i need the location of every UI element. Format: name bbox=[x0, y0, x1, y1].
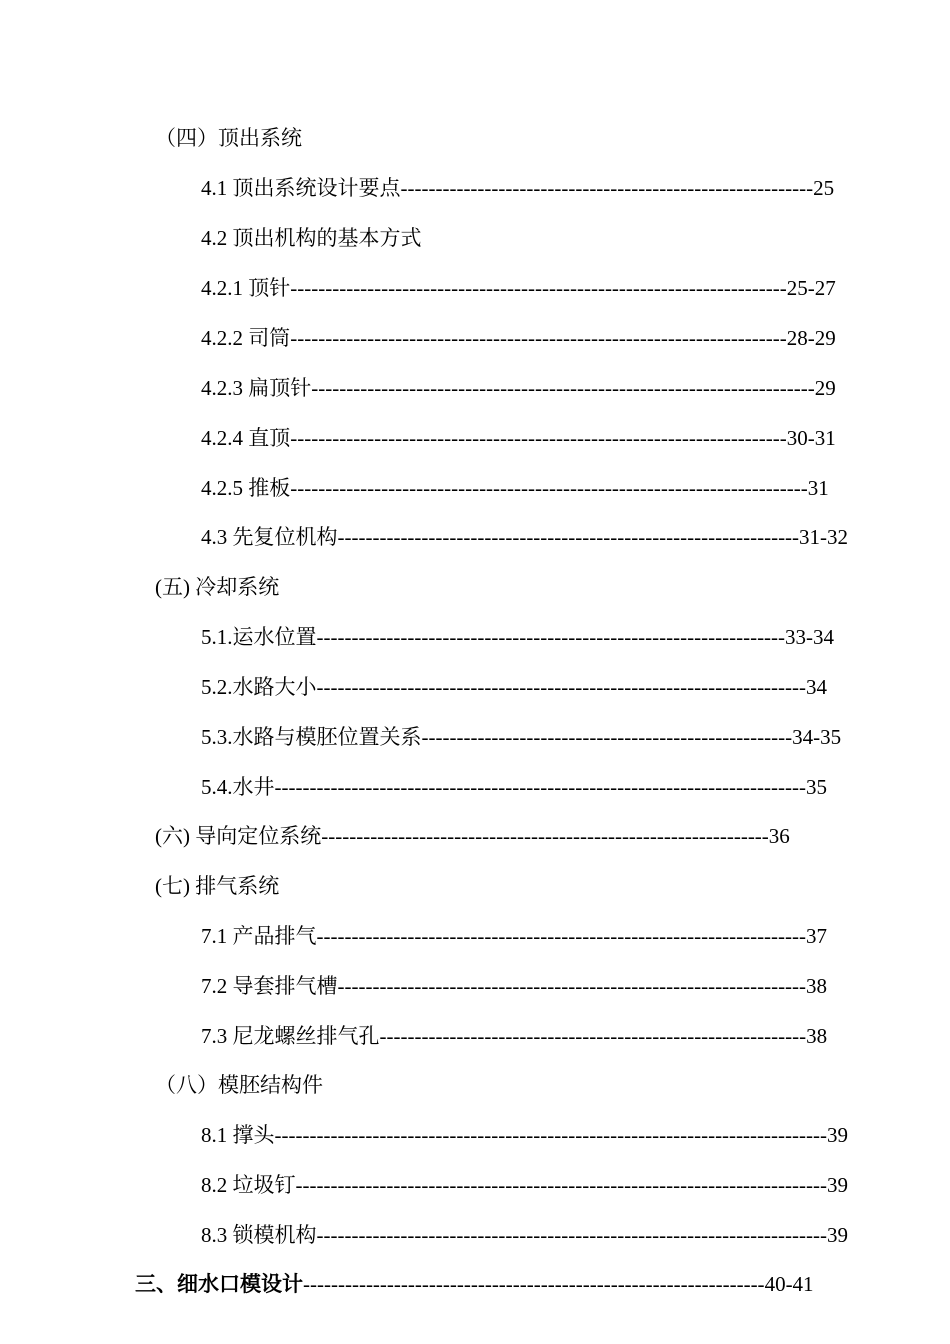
toc-heading-4: （四）顶出系统 bbox=[155, 126, 302, 150]
toc-entry-8-1: 8.1 撑头-------------------------------------------------------------------------------39 bbox=[201, 1123, 848, 1147]
toc-entry-7-2: 7.2 导套排气槽-------------------------------------------------------------------38 bbox=[201, 974, 828, 998]
toc-heading-5: (五) 冷却系统 bbox=[155, 575, 280, 599]
toc-heading-7: (七) 排气系统 bbox=[155, 874, 280, 898]
toc-entry-8-2: 8.2 垃圾钉----------------------------------------------------------------------------39 bbox=[201, 1173, 848, 1197]
toc-entry-5-4: 5.4.水井----------------------------------------------------------------------------35 bbox=[201, 775, 827, 799]
toc-major-entry-3 bbox=[135, 1271, 814, 1297]
toc-heading-8: （八）模胚结构件 bbox=[155, 1073, 323, 1097]
toc-entry-8-3: 8.3 锁模机构-------------------------------------------------------------------------39 bbox=[201, 1223, 849, 1247]
toc-entry-7-1: 7.1 产品排气----------------------------------------------------------------------37 bbox=[201, 924, 828, 948]
toc-entry-4-2-4: 4.2.4 直顶-----------------------------------------------------------------------30-31 bbox=[201, 426, 836, 450]
toc-entry-4-2-5: 4.2.5 推板--------------------------------------------------------------------------31 bbox=[201, 476, 829, 500]
toc-entry-5-1: 5.1.运水位置-------------------------------------------------------------------33-34 bbox=[201, 625, 835, 649]
toc-heading-6: (六) 导向定位系统----------------------------------------------------------------36 bbox=[155, 824, 790, 848]
toc-major-leader: ------------------------------------------------------------------ bbox=[303, 1272, 765, 1296]
toc-entry-4-2: 4.2 顶出机构的基本方式 bbox=[201, 226, 422, 250]
toc-entry-4-2-1: 4.2.1 顶针-----------------------------------------------------------------------25-27 bbox=[201, 276, 836, 300]
toc-entry-4-2-2: 4.2.2 司筒-----------------------------------------------------------------------28-29 bbox=[201, 326, 836, 350]
toc-entry-5-3: 5.3.水路与模胚位置关系-----------------------------------------------------34-35 bbox=[201, 725, 842, 749]
toc-entry-4-2-3: 4.2.3 扁顶针------------------------------------------------------------------------29 bbox=[201, 376, 836, 400]
toc-major-page: 40-41 bbox=[764, 1272, 814, 1296]
toc-entry-5-2: 5.2.水路大小----------------------------------------------------------------------34 bbox=[201, 675, 828, 699]
toc-entry-4-1: 4.1 顶出系统设计要点-----------------------------------------------------------25 bbox=[201, 176, 835, 200]
toc-entry-7-3: 7.3 尼龙螺丝排气孔-------------------------------------------------------------38 bbox=[201, 1024, 828, 1048]
toc-entry-4-3: 4.3 先复位机构------------------------------------------------------------------31-32 bbox=[201, 525, 849, 549]
toc-major-label: 三、细水口模设计 bbox=[135, 1272, 303, 1296]
